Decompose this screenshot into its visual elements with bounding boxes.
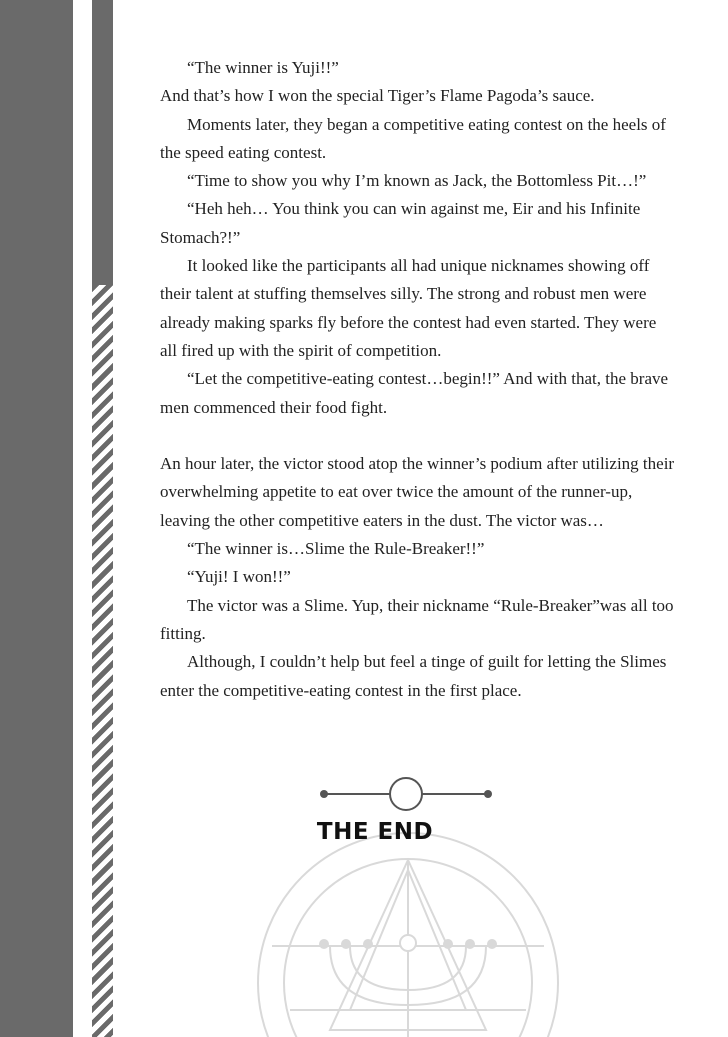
paragraph: Although, I couldn’t help but feel a tinge of guilt for letting the Slimes enter the competitive-eating contest in the first place. [160,652,667,700]
paragraph: “Yuji! I won!!” [187,567,291,587]
paragraph: “Let the competitive-eating contest…begin!!” And with that, the brave men commenced their food fight. [160,369,669,417]
paragraph: It looked like the participants all had unique nicknames showing off their talent at stuffing themselves silly. The strong and robust men were already making sparks fly before the contest had even started. They were all fired up with the spirit of competition. [160,256,657,360]
story-text [160,54,676,705]
the-end-heading: THE END [316,819,434,845]
divider-ornament [316,776,496,816]
paragraph: “Heh heh… You think you can win against me, Eir and his Infinite Stomach?!” [160,199,641,247]
paragraph: An hour later, the victor stood atop the winner’s podium after utilizing their overwhelming appetite to eat over twice the amount of the runner-up, leaving the other competitive eaters in the dust. The victor was… [160,454,675,530]
paragraph: The victor was a Slime. Yup, their nickname “Rule-Breaker”was all too fitting. [160,595,674,643]
paragraph: And that’s how I won the special Tiger’s Flame Pagoda’s sauce. [160,86,595,106]
paragraph: Moments later, they began a competitive eating contest on the heels of the speed eating contest. [160,114,666,162]
paragraph: “Time to show you why I’m known as Jack, the Bottomless Pit…!” [187,171,647,191]
section-break [160,422,676,450]
paragraph: “The winner is Yuji!!” [187,58,339,77]
paragraph: “The winner is…Slime the Rule-Breaker!!” [187,539,485,559]
